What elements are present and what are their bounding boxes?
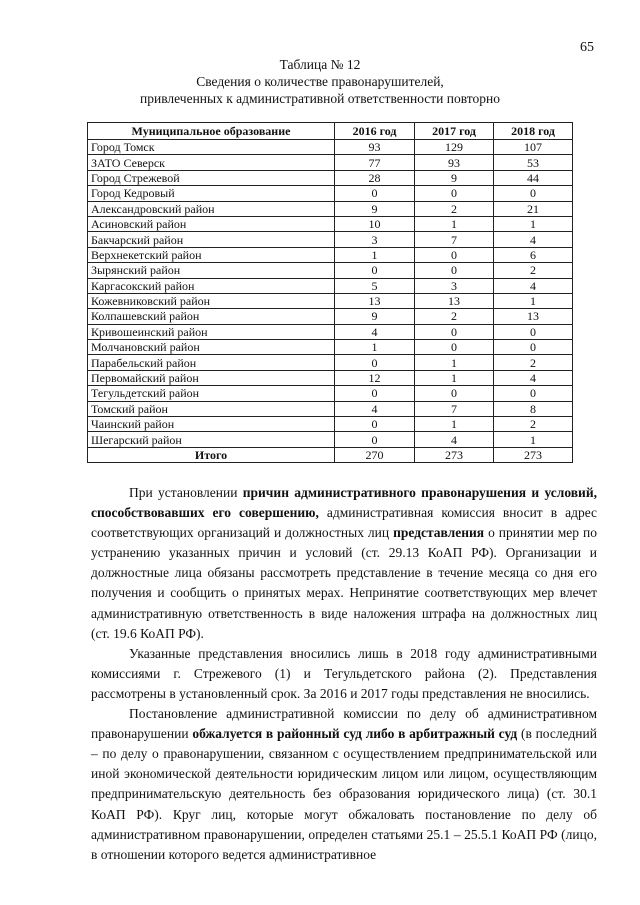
value-2016-cell: 9 (335, 201, 415, 216)
table-row (88, 417, 573, 432)
value-2018-cell: 0 (494, 386, 573, 401)
body-text (91, 483, 597, 865)
value-2016-cell: 12 (335, 370, 415, 385)
value-2017-cell: 129 (415, 140, 494, 155)
value-2017-cell: 4 (415, 432, 494, 447)
municipality-cell: Александровский район (88, 201, 335, 216)
municipality-cell: Колпашевский район (88, 309, 335, 324)
paragraph-representations (91, 483, 597, 644)
municipality-cell: Парабельский район (88, 355, 335, 370)
bold-phrase-appeal: обжалуется в районный суд либо в арбитражный суд (192, 726, 518, 742)
table-row (88, 324, 573, 339)
value-2018-cell: 6 (494, 247, 573, 262)
municipality-cell: Первомайский район (88, 370, 335, 385)
value-2016-cell: 1 (335, 247, 415, 262)
value-2016-cell: 77 (335, 155, 415, 170)
value-2017-cell: 2 (415, 309, 494, 324)
value-2016-cell: 0 (335, 432, 415, 447)
value-2016-cell: 28 (335, 170, 415, 185)
value-2018-cell: 4 (494, 370, 573, 385)
value-2017-cell: 1 (415, 216, 494, 231)
value-2017-cell: 9 (415, 170, 494, 185)
municipality-cell: Шегарский район (88, 432, 335, 447)
value-2018-cell: 0 (494, 340, 573, 355)
column-header-municipality: Муниципальное образование (88, 123, 335, 140)
municipality-cell: ЗАТО Северск (88, 155, 335, 170)
table-row (88, 309, 573, 324)
municipality-cell: Верхнекетский район (88, 247, 335, 262)
value-2018-cell: 1 (494, 216, 573, 231)
table-row (88, 432, 573, 447)
table-body (88, 140, 573, 448)
value-2018-cell: 2 (494, 417, 573, 432)
paragraph-text: (в последний – по делу о правонарушении, связанном с осуществлением предпринимательской или иной экономической деятельности юридическим лицом или лицом, осуществляющим предпринимательскую деятельность без образования юридического лица) (ст. 30.1 КоАП РФ). Круг лиц, которые могут обжаловать постановление по делу об административном правонарушении, определен статьями 25.1 – 25.5.1 КоАП РФ (лицо, в отношении которого ведется административное (91, 726, 597, 862)
total-label: Итого (88, 447, 335, 462)
table-row (88, 293, 573, 308)
table-row (88, 186, 573, 201)
paragraph-text: административная комиссия вносит в адрес соответствующих организаций и должностных лиц (91, 505, 598, 541)
table-row (88, 355, 573, 370)
value-2017-cell: 0 (415, 263, 494, 278)
value-2018-cell: 1 (494, 293, 573, 308)
value-2016-cell: 0 (335, 417, 415, 432)
paragraph-text: При установлении (129, 485, 243, 500)
paragraph-text: о принятии мер по устранению указанных причин и условий (ст. 29.13 КоАП РФ). Организации и должностные лица обязаны рассмотреть представление в течение месяца со дня его получения и сообщить о принятых мерах. Непринятие соответствующих мер влечет административную ответственность в виде наложения штрафа на должностных лиц (ст. 19.6 КоАП РФ). (91, 525, 597, 641)
value-2017-cell: 2 (415, 201, 494, 216)
value-2018-cell: 2 (494, 355, 573, 370)
table-row (88, 263, 573, 278)
value-2017-cell: 0 (415, 186, 494, 201)
offenders-table (87, 122, 573, 463)
value-2018-cell: 44 (494, 170, 573, 185)
table-row (88, 170, 573, 185)
value-2018-cell: 21 (494, 201, 573, 216)
municipality-cell: Каргасокский район (88, 278, 335, 293)
value-2017-cell: 0 (415, 247, 494, 262)
value-2016-cell: 0 (335, 386, 415, 401)
total-2018: 273 (494, 447, 573, 462)
municipality-cell: Зырянский район (88, 263, 335, 278)
table-row (88, 370, 573, 385)
municipality-cell: Асиновский район (88, 216, 335, 231)
municipality-cell: Город Стрежевой (88, 170, 335, 185)
table-caption-title: Сведения о количестве правонарушителей, (196, 74, 444, 89)
table-header-row (88, 123, 573, 140)
value-2016-cell: 5 (335, 278, 415, 293)
table-row (88, 340, 573, 355)
value-2017-cell: 7 (415, 232, 494, 247)
value-2018-cell: 0 (494, 324, 573, 339)
paragraph-text: Постановление административной комиссии по делу об административном правонарушении (91, 706, 597, 742)
table-row (88, 278, 573, 293)
table-row (88, 140, 573, 155)
table-row (88, 155, 573, 170)
value-2016-cell: 1 (335, 340, 415, 355)
value-2018-cell: 4 (494, 232, 573, 247)
municipality-cell: Кривошеинский район (88, 324, 335, 339)
bold-phrase-representations: представления (393, 525, 485, 541)
municipality-cell: Бакчарский район (88, 232, 335, 247)
value-2016-cell: 4 (335, 324, 415, 339)
value-2016-cell: 3 (335, 232, 415, 247)
value-2018-cell: 53 (494, 155, 573, 170)
total-2016: 270 (335, 447, 415, 462)
municipality-cell: Молчановский район (88, 340, 335, 355)
column-header-2017: 2017 год (415, 123, 494, 140)
paragraph-appeal (91, 704, 597, 865)
value-2017-cell: 0 (415, 386, 494, 401)
municipality-cell: Тегульдетский район (88, 386, 335, 401)
value-2016-cell: 0 (335, 263, 415, 278)
value-2016-cell: 13 (335, 293, 415, 308)
paragraph-submitted: Указанные представления вносились лишь в 2018 году административными комиссиями г. Стрежевого (1) и Тегульдетского района (2). Представления рассмотрены в установленный срок. За 2016 и 2017 годы представления не вносились. (91, 645, 597, 701)
value-2017-cell: 1 (415, 355, 494, 370)
table-row (88, 216, 573, 231)
value-2018-cell: 2 (494, 263, 573, 278)
value-2017-cell: 0 (415, 340, 494, 355)
value-2018-cell: 8 (494, 401, 573, 416)
table-row (88, 401, 573, 416)
table-caption-number: Таблица № 12 (279, 57, 361, 72)
value-2016-cell: 10 (335, 216, 415, 231)
bold-phrase-causes: причин административного правонарушения и условий, способствовавших его совершению, (91, 485, 597, 521)
value-2018-cell: 107 (494, 140, 573, 155)
value-2017-cell: 3 (415, 278, 494, 293)
page-number: 65 (580, 40, 594, 55)
table-row (88, 232, 573, 247)
value-2018-cell: 0 (494, 186, 573, 201)
column-header-2016: 2016 год (335, 123, 415, 140)
municipality-cell: Чаинский район (88, 417, 335, 432)
value-2018-cell: 1 (494, 432, 573, 447)
table-row (88, 386, 573, 401)
value-2017-cell: 0 (415, 324, 494, 339)
value-2017-cell: 13 (415, 293, 494, 308)
table-total-row (88, 447, 573, 462)
value-2016-cell: 93 (335, 140, 415, 155)
municipality-cell: Кожевниковский район (88, 293, 335, 308)
municipality-cell: Томский район (88, 401, 335, 416)
table-row (88, 247, 573, 262)
value-2016-cell: 9 (335, 309, 415, 324)
table-caption-subtitle: привлеченных к административной ответственности повторно (140, 91, 500, 106)
value-2016-cell: 4 (335, 401, 415, 416)
value-2018-cell: 4 (494, 278, 573, 293)
value-2018-cell: 13 (494, 309, 573, 324)
municipality-cell: Город Томск (88, 140, 335, 155)
value-2017-cell: 93 (415, 155, 494, 170)
value-2017-cell: 1 (415, 370, 494, 385)
value-2016-cell: 0 (335, 186, 415, 201)
value-2016-cell: 0 (335, 355, 415, 370)
table-row (88, 201, 573, 216)
total-2017: 273 (415, 447, 494, 462)
value-2017-cell: 1 (415, 417, 494, 432)
column-header-2018: 2018 год (494, 123, 573, 140)
municipality-cell: Город Кедровый (88, 186, 335, 201)
value-2017-cell: 7 (415, 401, 494, 416)
